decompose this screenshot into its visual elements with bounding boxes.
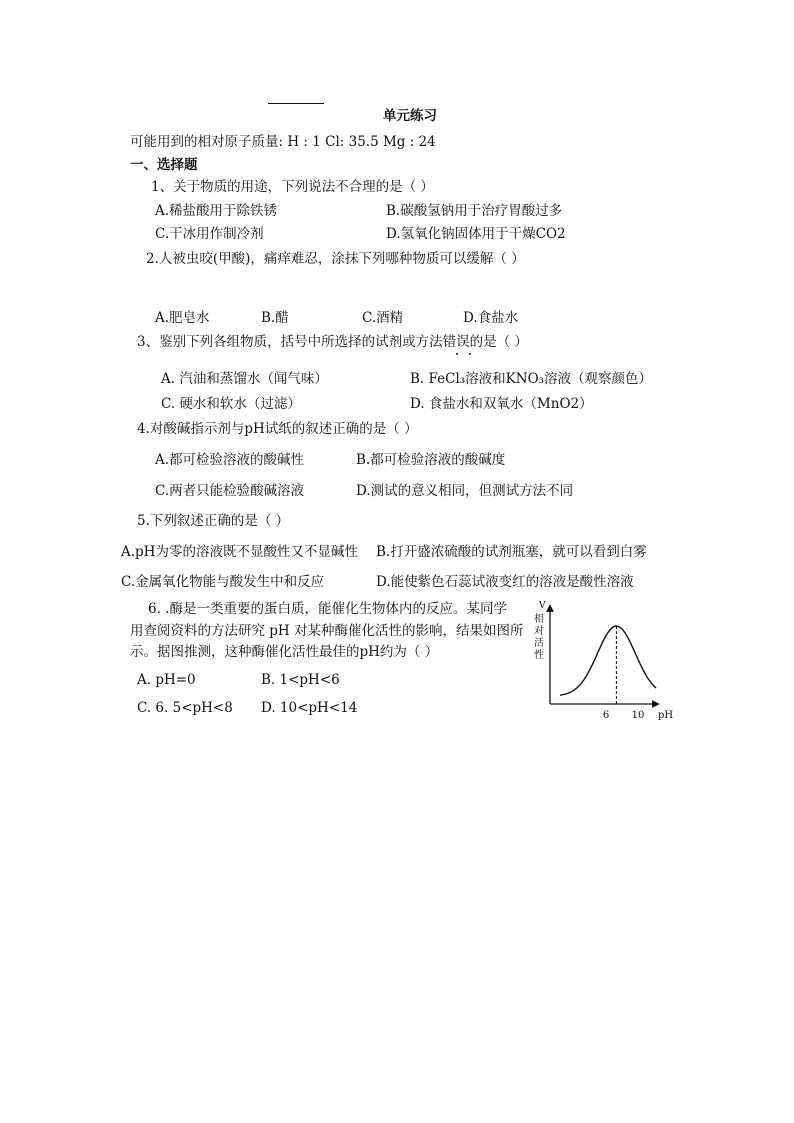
option-a: A.pH为零的溶液既不显酸性又不显碱性 bbox=[121, 544, 358, 560]
option-c: C. 6. 5<pH<8 bbox=[137, 700, 233, 716]
emphasis-dot bbox=[469, 353, 471, 355]
y-axis-label-v: V bbox=[539, 601, 546, 611]
option-c: C.金属氧化物能与酸发生中和反应 bbox=[121, 574, 325, 590]
option-b: B. 1<pH<6 bbox=[261, 672, 340, 688]
y-axis-label-char: 对 bbox=[534, 626, 544, 637]
y-axis-label-char: 性 bbox=[534, 650, 544, 661]
question-stem: 3、鉴别下列各组物质，括号中所选择的试剂或方法错误的是（ ） bbox=[137, 334, 528, 350]
x-axis-label: pH bbox=[658, 710, 674, 721]
page-title: 单元练习 bbox=[383, 108, 437, 124]
option-d: D.测试的意义相同，但测试方法不同 bbox=[356, 483, 574, 499]
option-a: A.都可检验溶液的酸碱性 bbox=[155, 452, 305, 468]
x-tick-label: 6 bbox=[602, 710, 610, 721]
activity-curve bbox=[560, 626, 656, 695]
option-c: C.两者只能检验酸碱溶液 bbox=[155, 483, 305, 499]
option-b: B.醋 bbox=[261, 310, 289, 326]
question-stem: 5.下列叙述正确的是（ ） bbox=[137, 513, 290, 529]
option-a: A.肥皂水 bbox=[155, 310, 210, 326]
option-c: C.干冰用作制冷剂 bbox=[155, 226, 264, 242]
question-stem-line: 示。据图推测，这种酶催化活性最佳的pH约为（ ） bbox=[130, 644, 439, 660]
question-stem: 2.人被虫咬(甲酸)，痛痒难忍，涂抹下列哪种物质可以缓解（ ） bbox=[146, 251, 525, 267]
question-stem: 4.对酸碱指示剂与pH试纸的叙述正确的是（ ） bbox=[137, 421, 418, 437]
option-b: B.都可检验溶液的酸碱度 bbox=[356, 452, 506, 468]
option-d: D.氢氧化钠固体用于干燥CO2 bbox=[386, 226, 566, 242]
option-b: B.打开盛浓硫酸的试剂瓶塞，就可以看到白雾 bbox=[376, 544, 647, 560]
y-axis-label bbox=[534, 612, 544, 661]
y-axis-label-char: 活 bbox=[534, 638, 544, 649]
section-heading: 一、选择题 bbox=[130, 157, 198, 173]
option-d: D. 10<pH<14 bbox=[261, 700, 358, 716]
question-stem: 1、关于物质的用途，下列说法不合理的是（ ） bbox=[151, 179, 434, 195]
option-c: C.酒精 bbox=[362, 310, 404, 326]
option-d: D.能使紫色石蕊试液变红的溶液是酸性溶液 bbox=[376, 574, 634, 590]
y-axis-label-char: 相 bbox=[534, 614, 544, 625]
option-d: D.食盐水 bbox=[463, 310, 519, 326]
question-stem-line: 6. .酶是一类重要的蛋白质，能催化生物体内的反应。某同学 bbox=[148, 601, 507, 617]
option-b: B.碳酸氢钠用于治疗胃酸过多 bbox=[386, 203, 563, 219]
name-blank-line bbox=[268, 103, 324, 104]
x-tick-label: 10 bbox=[631, 710, 645, 721]
enzyme-activity-chart bbox=[530, 596, 680, 724]
emphasis-dot bbox=[456, 353, 458, 355]
option-a: A. 汽油和蒸馏水（闻气味） bbox=[161, 371, 328, 387]
option-c: C. 硬水和软水（过滤） bbox=[161, 396, 301, 412]
option-b: B. FeCl₃溶液和KNO₃溶液（观察颜色） bbox=[410, 371, 653, 387]
question-stem-line: 用查阅资料的方法研究 pH 对某种酶催化活性的影响，结果如图所 bbox=[130, 623, 524, 639]
option-d: D. 食盐水和双氧水（MnO2） bbox=[410, 396, 593, 412]
option-a: A.稀盐酸用于除铁锈 bbox=[155, 203, 278, 219]
atomic-masses: 可能用到的相对原子质量: H : 1 Cl: 35.5 Mg : 24 bbox=[130, 134, 436, 150]
option-a: A. pH=0 bbox=[137, 672, 196, 688]
